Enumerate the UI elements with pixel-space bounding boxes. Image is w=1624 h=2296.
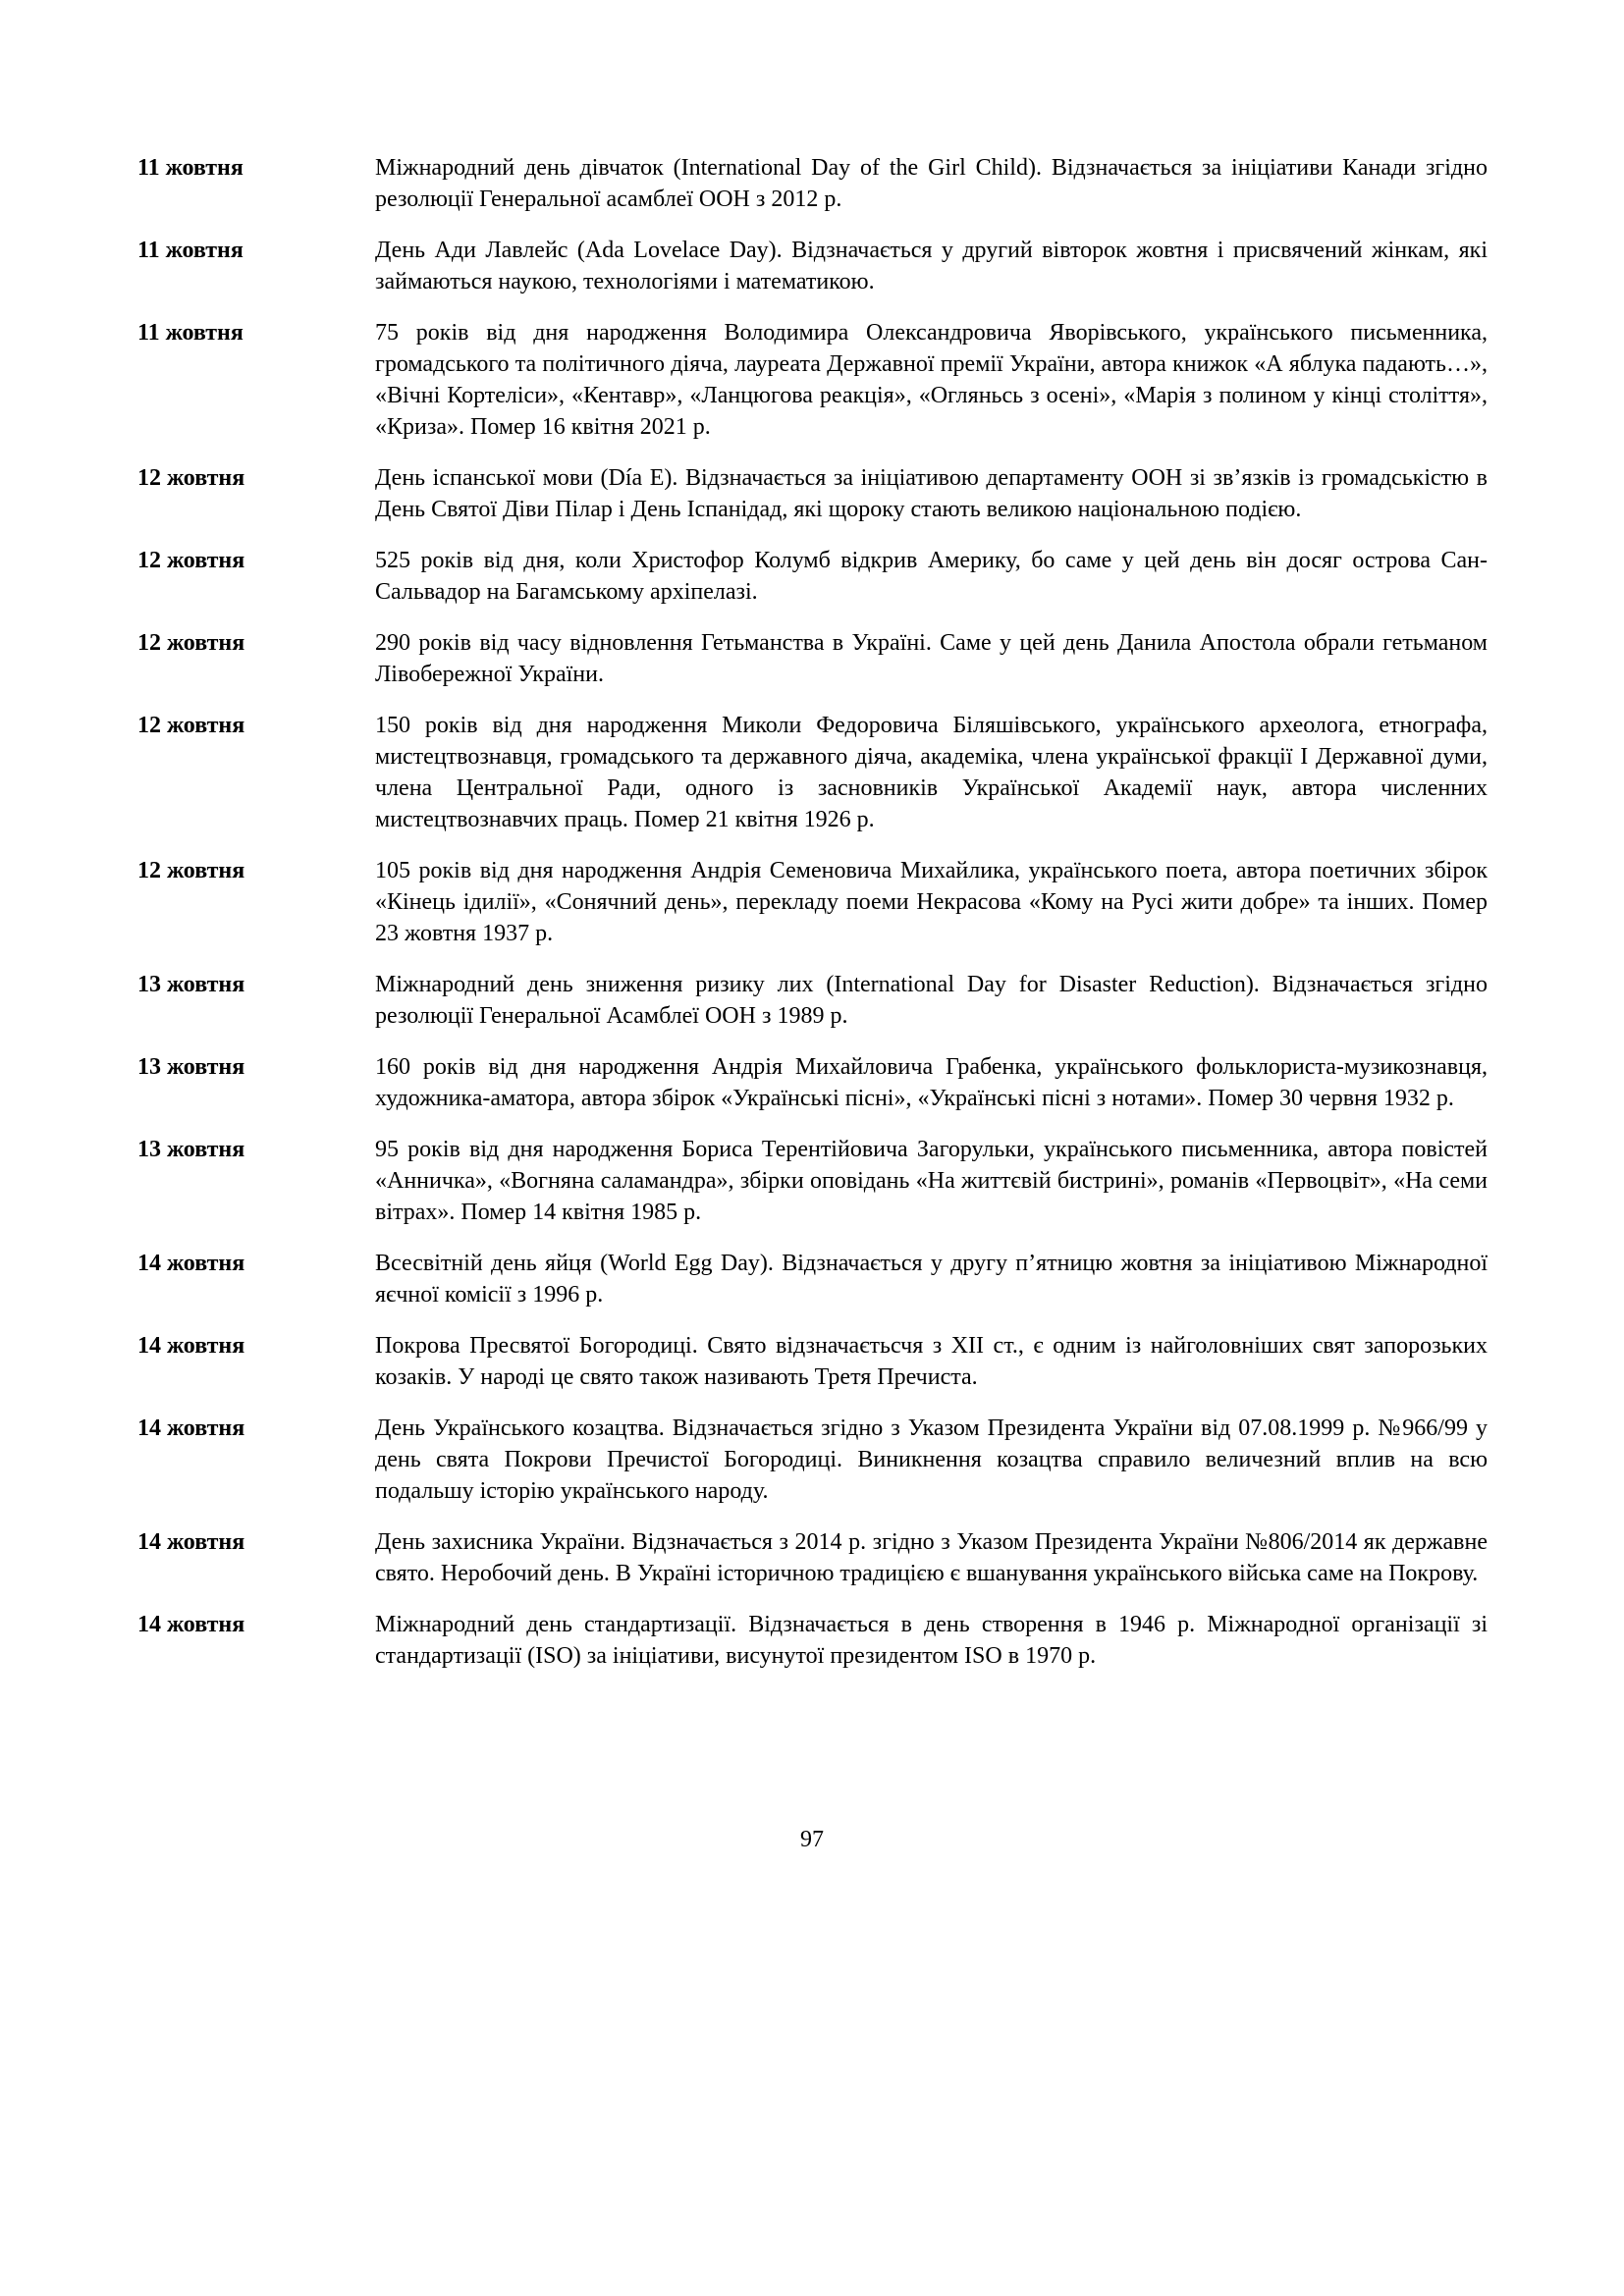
entry-description: 525 років від дня, коли Христофор Колумб відкрив Америку, бо саме у цей день він досяг острова Сан-Сальвадор на Багамському архіпелазі. (375, 548, 1488, 605)
calendar-entries (137, 152, 1488, 1691)
entry-description: 290 років від часу відновлення Гетьманства в Україні. Саме у цей день Данила Апостола обрали гетьманом Лівобережної України. (375, 630, 1488, 687)
entry-description: 150 років від дня народження Миколи Федоровича Біляшівського, українського археолога, етнографа, мистецтвознавця, громадського та державного діяча, академіка, члена української фракції І Державної думи, члена Центральної Ради, одного із засновників Української Академії наук, автора численних мистецтвознавчих праць. Помер 21 квітня 1926 р. (375, 713, 1488, 832)
entry-description: Міжнародний день стандартизації. Відзначається в день створення в 1946 р. Міжнародної організації зі стандартизації (ISO) за ініціативи, висунутої президентом ISO в 1970 р. (375, 1612, 1488, 1669)
calendar-entry (137, 855, 1488, 949)
entry-date: 12 жовтня (137, 548, 245, 573)
calendar-entry (137, 545, 1488, 608)
entry-date: 14 жовтня (137, 1612, 245, 1637)
entry-description: Всесвітній день яйця (World Egg Day). Відзначається у другу п’ятницю жовтня за ініціативою Міжнародної яєчної комісії з 1996 р. (375, 1251, 1488, 1308)
page-number: 97 (800, 1827, 824, 1852)
entry-description: 105 років від дня народження Андрія Семеновича Михайлика, українського поета, автора поетичних збірок «Кінець ідилії», «Сонячний день», перекладу поеми Некрасова «Кому на Русі жити добре» та інших. Помер 23 жовтня 1937 р. (375, 858, 1488, 946)
calendar-entry (137, 1051, 1488, 1114)
entry-date: 14 жовтня (137, 1529, 245, 1555)
entry-description: Покрова Пресвятої Богородиці. Свято відзначаєтьсчя з XII ст., є одним із найголовніших свят запорозьких козаків. У народі це свято також називають Третя Пречиста. (375, 1333, 1488, 1390)
entry-description: 160 років від дня народження Андрія Михайловича Грабенка, українського фольклориста-музикознавця, художника-аматора, автора збірок «Українські пісні», «Українські пісні з нотами». Помер 30 червня 1932 р. (375, 1054, 1488, 1111)
calendar-entry (137, 462, 1488, 525)
calendar-entry (137, 1526, 1488, 1589)
entry-description: 95 років від дня народження Бориса Терентійовича Загорульки, українського письменника, автора повістей «Анничка», «Вогняна саламандра», збірки оповідань «На життєвій бистрині», романів «Первоцвіт», «На семи вітрах». Помер 14 квітня 1985 р. (375, 1137, 1488, 1225)
entry-description: 75 років від дня народження Володимира Олександровича Яворівського, українського письменника, громадського та політичного діяча, лауреата Державної премії України, автора книжок «А яблука падають…», «Вічні Кортеліси», «Кентавр», «Ланцюгова реакція», «Огляньсь з осені», «Марія з полином у кінці століття», «Криза». Помер 16 квітня 2021 р. (375, 320, 1488, 440)
entry-date: 12 жовтня (137, 465, 245, 491)
entry-date: 13 жовтня (137, 972, 245, 997)
entry-date: 14 жовтня (137, 1251, 245, 1276)
calendar-entry (137, 969, 1488, 1032)
calendar-entry (137, 235, 1488, 297)
entry-date: 14 жовтня (137, 1333, 245, 1359)
entry-date: 11 жовтня (137, 155, 244, 181)
entry-description: День іспанської мови (Día E). Відзначається за ініціативою департаменту ООН зі зв’язків із громадськістю в День Святої Діви Пілар і День Іспанідад, які щороку стають великою національною подією. (375, 465, 1488, 522)
entry-date: 11 жовтня (137, 238, 244, 263)
entry-description: Міжнародний день зниження ризику лих (International Day for Disaster Reduction). Відзначається згідно резолюції Генеральної Асамблеї ООН з 1989 р. (375, 972, 1488, 1029)
entry-date: 11 жовтня (137, 320, 244, 346)
calendar-entry (137, 152, 1488, 215)
entry-date: 12 жовтня (137, 858, 245, 883)
entry-date: 12 жовтня (137, 713, 245, 738)
calendar-entry (137, 317, 1488, 443)
entry-description: День Ади Лавлейс (Ada Lovelace Day). Відзначається у другий вівторок жовтня і присвячений жінкам, які займаються наукою, технологіями і математикою. (375, 238, 1488, 294)
calendar-entry (137, 1413, 1488, 1507)
entry-description: День Українського козацтва. Відзначається згідно з Указом Президента України від 07.08.1999 р. №966/99 у день свята Покрови Пречистої Богородиці. Виникнення козацтва справило величезний вплив на всю подальшу історію українського народу. (375, 1415, 1488, 1504)
calendar-entry (137, 1248, 1488, 1310)
entry-date: 13 жовтня (137, 1137, 245, 1162)
calendar-entry (137, 1134, 1488, 1228)
entry-description: Міжнародний день дівчаток (International Day of the Girl Child). Відзначається за ініціативи Канади згідно резолюції Генеральної асамблеї ООН з 2012 р. (375, 155, 1488, 212)
entry-description: День захисника України. Відзначається з 2014 р. згідно з Указом Президента України №806/2014 як державне свято. Неробочий день. В Україні історичною традицією є вшанування українського війська саме на Покрову. (375, 1529, 1488, 1586)
entry-date: 14 жовтня (137, 1415, 245, 1441)
calendar-entry (137, 627, 1488, 690)
calendar-entry (137, 1330, 1488, 1393)
entry-date: 12 жовтня (137, 630, 245, 656)
calendar-entry (137, 710, 1488, 835)
calendar-entry (137, 1609, 1488, 1672)
entry-date: 13 жовтня (137, 1054, 245, 1080)
